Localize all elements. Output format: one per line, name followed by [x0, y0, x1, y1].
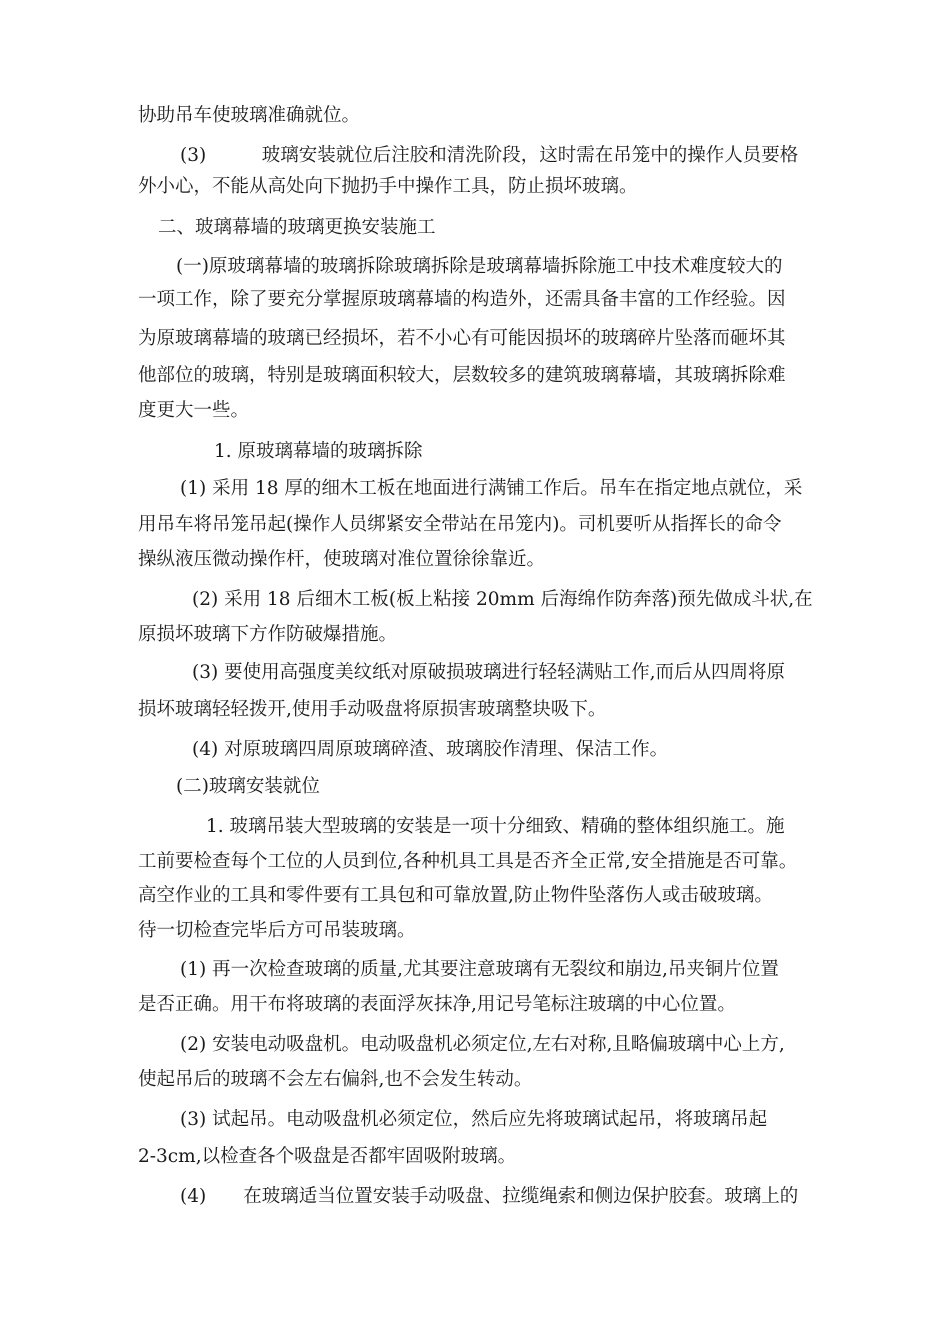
text-line: 是否正确。用干布将玻璃的表面浮灰抹净,用记号笔标注玻璃的中心位置。 [138, 994, 736, 1015]
text-line: (3) 试起吊。电动吸盘机必须定位，然后应先将玻璃试起吊，将玻璃吊起 [180, 1109, 768, 1130]
text-line: 高空作业的工具和零件要有工具包和可靠放置,防止物件坠落伤人或击破玻璃。 [138, 885, 773, 906]
text-line: (4) 在玻璃适当位置安装手动吸盘、拉缆绳索和侧边保护胶套。玻璃上的 [180, 1186, 799, 1207]
text-line: (一)原玻璃幕墙的玻璃拆除玻璃拆除是玻璃幕墙拆除施工中技术难度较大的 [176, 256, 783, 277]
text-line: (1) 采用 18 厚的细木工板在地面进行满铺工作后。吊车在指定地点就位，采 [180, 478, 803, 499]
text-line: 原损坏玻璃下方作防破爆措施。 [138, 624, 398, 645]
text-line: 使起吊后的玻璃不会左右偏斜,也不会发生转动。 [138, 1069, 533, 1090]
text-line: (1) 再一次检查玻璃的质量,尤其要注意玻璃有无裂纹和崩边,吊夹铜片位置 [180, 959, 779, 980]
text-line: 操纵液压微动操作杆，使玻璃对准位置徐徐靠近。 [138, 549, 546, 570]
text-line: 一项工作，除了要充分掌握原玻璃幕墙的构造外，还需具备丰富的工作经验。因 [138, 289, 786, 310]
text-line: 用吊车将吊笼吊起(操作人员绑紧安全带站在吊笼内)。司机要听从指挥长的命令 [138, 514, 782, 535]
section-heading: (二)玻璃安装就位 [176, 776, 320, 797]
section-heading: 二、玻璃幕墙的玻璃更换安装施工 [158, 217, 436, 238]
text-line: 外小心，不能从高处向下抛扔手中操作工具，防止损坏玻璃。 [138, 176, 638, 197]
text-line: 工前要检查每个工位的人员到位,各种机具工具是否齐全正常,安全措施是否可靠。 [138, 851, 798, 872]
text-line: 他部位的玻璃，特别是玻璃面积较大，层数较多的建筑玻璃幕墙，其玻璃拆除难 [138, 365, 786, 386]
text-line: 2-3cm,以检查各个吸盘是否都牢固吸附玻璃。 [138, 1146, 517, 1167]
subsection-heading: 1. 原玻璃幕墙的玻璃拆除 [214, 441, 423, 462]
text-line: 度更大一些。 [138, 400, 250, 421]
text-line: 1. 玻璃吊装大型玻璃的安装是一项十分细致、精确的整体组织施工。施 [206, 816, 785, 837]
text-line: 协助吊车使玻璃准确就位。 [138, 105, 361, 126]
text-line: 为原玻璃幕墙的玻璃已经损坏，若不小心有可能因损坏的玻璃碎片坠落而砸坏其 [138, 328, 786, 349]
text-line: (2) 采用 18 后细木工板(板上粘接 20mm 后海绵作防奔落)预先做成斗状,在 [192, 589, 813, 610]
text-line: 损坏玻璃轻轻拨开,使用手动吸盘将原损害玻璃整块吸下。 [138, 699, 607, 720]
text-line: (3) 要使用高强度美纹纸对原破损玻璃进行轻轻满贴工作,而后从四周将原 [192, 662, 785, 683]
text-line: (4) 对原玻璃四周原玻璃碎渣、玻璃胶作清理、保洁工作。 [192, 739, 669, 760]
text-line: (2) 安装电动吸盘机。电动吸盘机必须定位,左右对称,且略偏玻璃中心上方, [180, 1034, 785, 1055]
text-line: (3) 玻璃安装就位后注胶和清洗阶段，这时需在吊笼中的操作人员要格 [180, 145, 799, 166]
text-line: 待一切检查完毕后方可吊装玻璃。 [138, 920, 416, 941]
